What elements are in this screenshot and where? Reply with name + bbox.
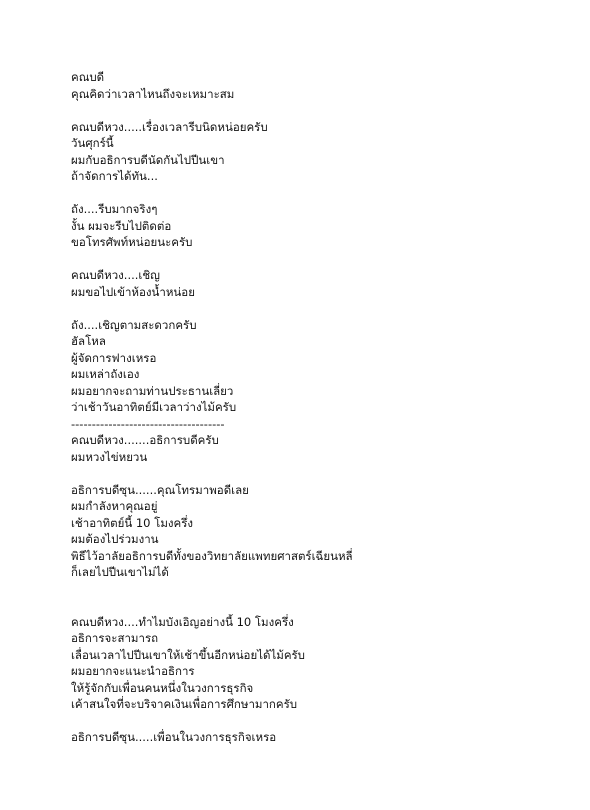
text-line: ก็เลยไปปีนเขาไม่ได้: [71, 565, 169, 579]
text-line: ขอโทรศัพท์หน่อยนะครับ: [71, 235, 193, 249]
paragraph: [71, 614, 581, 713]
paragraph: [71, 69, 581, 102]
text-line: ถ้าจัดการได้ทัน...: [71, 169, 158, 183]
text-line: อธิการจะสามารถ: [71, 631, 159, 645]
paragraph: [71, 729, 581, 746]
text-line: ฮัลโหล: [71, 334, 106, 348]
text-line: คณบดีหวง.......อธิการบดีครับ: [71, 433, 219, 447]
text-line: เค้าสนใจที่จะบริจาคเงินเพื่อการศึกษามากครับ: [71, 697, 298, 711]
text-line: อธิการบดีซุน.....เพื่อนในวงการธุรกิจเหรอ: [71, 730, 277, 744]
text-line: ว่าเช้าวันอาทิตย์มีเวลาว่างไม้ครับ: [71, 400, 237, 414]
paragraph: [71, 267, 581, 300]
text-line: อธิการบดีซุน......คุณโทรมาพอดีเลย: [71, 482, 249, 497]
text-line: ผมกับอธิการบดีนัดกันไปปีนเขา: [71, 152, 225, 167]
text-line: งั้น ผมจะรีบไปติดต่อ: [71, 218, 172, 233]
text-line: ผมขอไปเข้าห้องน้ำหน่อย: [71, 284, 195, 299]
text-line: ให้รู้จักกับเพื่อนคนหนึ่งในวงการธุรกิจ: [71, 680, 254, 695]
text-line: เช้าอาทิตย์นี้ 10 โมงครึ่ง: [71, 515, 194, 530]
paragraph: [71, 482, 581, 581]
separator-line: -------------------------------------: [71, 416, 225, 431]
paragraph: [71, 119, 581, 185]
text-line: คุณคิดว่าเวลาไหนถึงจะเหมาะสม: [71, 86, 235, 101]
text-line: วันศุกร์นี้: [71, 136, 114, 150]
paragraph: [71, 201, 581, 251]
text-line: ถัง....เชิญตามสะดวกครับ: [71, 317, 197, 332]
text-line: ผมต้องไปร่วมงาน: [71, 532, 159, 546]
text-line: พิธีไว้อาลัยอธิการบดีทั้งของวิทยาลัยแพทยศาสตร์เฉียนหลี่: [71, 548, 353, 563]
text-line: ผมกำลังหาคุณอยู่: [71, 499, 158, 513]
text-line: คณบดีหวง.....เรื่องเวลารีบนิดหน่อยครับ: [71, 119, 268, 134]
text-line: ผมหวงไข่หยวน: [71, 449, 148, 464]
paragraph: [71, 317, 581, 466]
text-line: ถัง....รีบมากจริงๆ: [71, 202, 158, 216]
document-body: [71, 69, 581, 762]
text-line: คณบดีหวง....เชิญ: [71, 268, 160, 282]
text-line: ผู้จัดการฟางเหรอ: [71, 350, 157, 365]
text-line: ผมอยากจะถามท่านประธานเลี่ยว: [71, 383, 234, 398]
text-line: คณบดี: [71, 70, 105, 84]
text-line: เลื่อนเวลาไปปีนเขาให้เช้าขึ้นอีกหน่อยได้ไม้ครับ: [71, 647, 305, 662]
text-line: ผมอยากจะแนะนำอธิการ: [71, 664, 195, 678]
text-line: คณบดีหวง....ทำไมบังเอิญอย่างนี้ 10 โมงครึ่ง: [71, 614, 294, 629]
text-line: ผมเหล่าถังเอง: [71, 367, 140, 381]
